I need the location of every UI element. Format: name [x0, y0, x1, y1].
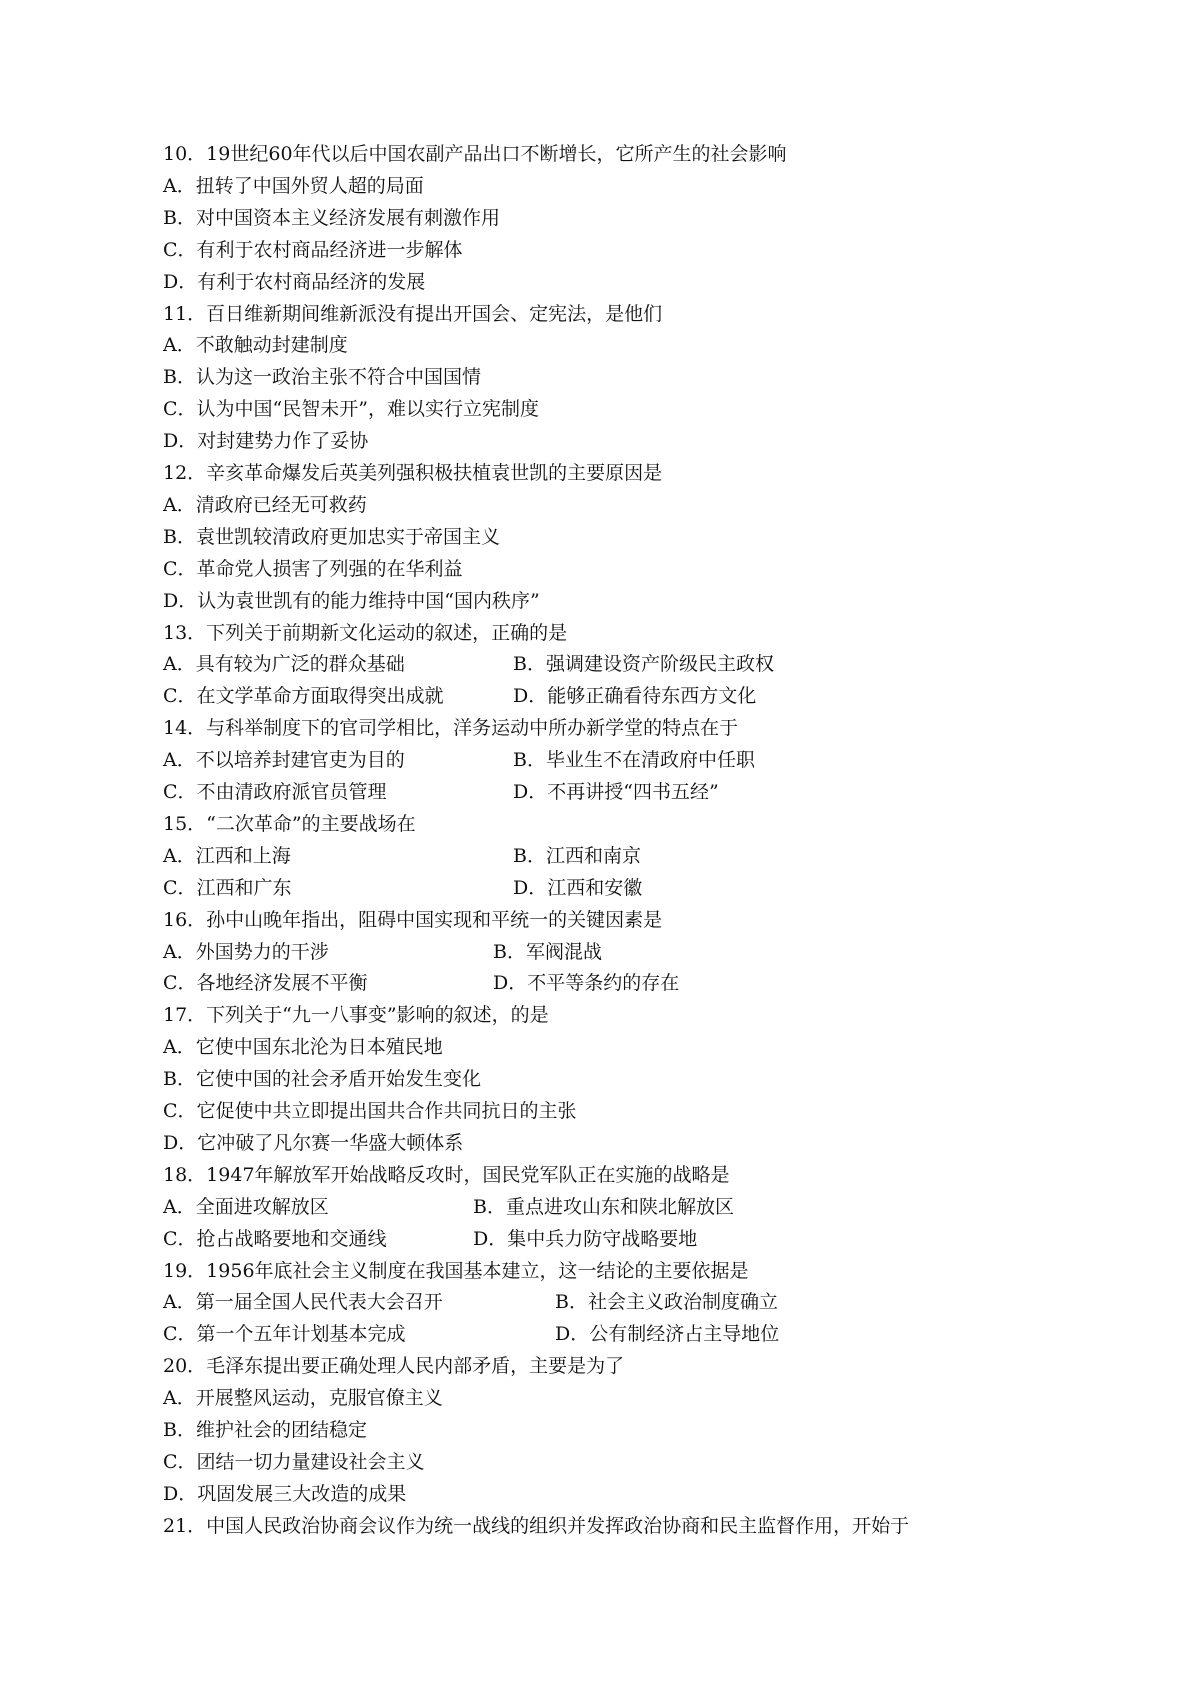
answer-option: A．它使中国东北沦为日本殖民地 — [163, 1036, 443, 1059]
option-row — [163, 844, 641, 868]
option-row — [163, 238, 463, 262]
question-stem: 13．下列关于前期新文化运动的叙述，正确的是 — [163, 621, 568, 644]
answer-option: C．认为中国“民智未开”，难以实行立宪制度 — [163, 398, 539, 421]
question-stem: 19．1956年底社会主义制度在我国基本建立，这一结论的主要依据是 — [163, 1259, 749, 1282]
option-row — [163, 333, 348, 357]
answer-option: A．全面进攻解放区 — [163, 1195, 329, 1218]
answer-option: D．不平等条约的存在 — [493, 972, 680, 995]
option-row — [163, 1290, 778, 1314]
question-stem: 17．下列关于“九一八事变”影响的叙述，的是 — [163, 1004, 549, 1027]
option-row — [163, 525, 500, 549]
answer-option: B．毕业生不在清政府中任职 — [513, 749, 755, 772]
answer-option: C．它促使中共立即提出国共合作共同抗日的主张 — [163, 1100, 577, 1122]
answer-option: D．对封建势力作了妥协 — [163, 430, 369, 453]
answer-option: C．有利于农村商品经济进一步解体 — [163, 238, 463, 261]
option-row — [163, 1195, 734, 1219]
option-row — [163, 557, 463, 581]
answer-option: A．江西和上海 — [163, 844, 291, 867]
answer-option: C．抢占战略要地和交通线 — [163, 1227, 387, 1250]
option-row — [163, 1227, 698, 1251]
answer-option: A．清政府已经无可救药 — [163, 493, 367, 516]
option-row — [163, 1067, 481, 1091]
option-row — [163, 1099, 577, 1123]
option-row — [163, 1450, 425, 1474]
question-stem: 12．辛亥革命爆发后英美列强积极扶植袁世凯的主要原因是 — [163, 462, 663, 484]
answer-option: C．不由清政府派官员管理 — [163, 781, 387, 803]
answer-option: C．各地经济发展不平衡 — [163, 972, 368, 995]
answer-option: D．能够正确看待东西方文化 — [513, 685, 757, 708]
answer-option: B．认为这一政治主张不符合中国国情 — [163, 366, 481, 389]
option-row — [163, 748, 755, 772]
answer-option: D．巩固发展三大改造的成果 — [163, 1482, 407, 1505]
answer-option: B．重点进攻山东和陕北解放区 — [473, 1195, 734, 1218]
option-row — [163, 270, 425, 294]
answer-option: A．具有较为广泛的群众基础 — [163, 653, 405, 676]
question-stem: 10．19世纪60年代以后中国农副产品出口不断增长，它所产生的社会影响 — [163, 143, 787, 165]
answer-option: A．第一届全国人民代表大会召开 — [163, 1291, 443, 1314]
answer-option: C．在文学革命方面取得突出成就 — [163, 685, 444, 708]
answer-option: B．袁世凯较清政府更加忠实于帝国主义 — [163, 525, 500, 548]
answer-option: B．维护社会的团结稳定 — [163, 1419, 367, 1441]
question-stem: 16．孙中山晚年指出，阻碍中国实现和平统一的关键因素是 — [163, 908, 663, 931]
answer-option: D．江西和安徽 — [513, 876, 643, 899]
option-row — [163, 684, 757, 708]
option-row — [163, 174, 424, 198]
answer-option: C．革命党人损害了列强的在华利益 — [163, 557, 463, 580]
answer-option: B．对中国资本主义经济发展有刺激作用 — [163, 206, 500, 229]
answer-option: B．它使中国的社会矛盾开始发生变化 — [163, 1068, 481, 1091]
option-row — [163, 589, 540, 613]
option-row — [163, 1322, 780, 1346]
answer-option: B．强调建设资产阶级民主政权 — [513, 653, 774, 676]
answer-option: D．认为袁世凯有的能力维持中国“国内秩序” — [163, 589, 540, 612]
option-row — [163, 493, 367, 517]
answer-option: A．不以培养封建官吏为目的 — [163, 749, 405, 772]
answer-option: A．扭转了中国外贸人超的局面 — [163, 174, 424, 197]
question-stem: 21．中国人民政治协商会议作为统一战线的组织并发挥政治协商和民主监督作用，开始于 — [163, 1514, 910, 1537]
option-row — [163, 365, 481, 389]
option-row — [163, 971, 680, 995]
answer-option: A．外国势力的干涉 — [163, 940, 329, 963]
answer-option: A．不敢触动封建制度 — [163, 334, 348, 357]
option-row — [163, 206, 500, 230]
answer-option: D．公有制经济占主导地位 — [555, 1323, 780, 1346]
question-stem: 14．与科举制度下的官司学相比，洋务运动中所办新学堂的特点在于 — [163, 717, 739, 740]
question-stem: 15．“二次革命”的主要战场在 — [163, 812, 416, 835]
answer-option: A．开展整风运动，克服官僚主义 — [163, 1387, 443, 1410]
option-row — [163, 1131, 463, 1155]
answer-option: C．团结一切力量建设社会主义 — [163, 1450, 425, 1473]
answer-option: D．有利于农村商品经济的发展 — [163, 270, 426, 293]
option-row — [163, 1035, 443, 1059]
option-row — [163, 652, 774, 676]
question-stem: 20．毛泽东提出要正确处理人民内部矛盾，主要是为了 — [163, 1355, 625, 1378]
answer-option: D．集中兵力防守战略要地 — [473, 1227, 698, 1250]
option-row — [163, 780, 719, 804]
option-row — [163, 876, 643, 900]
option-row — [163, 1482, 406, 1506]
option-row — [163, 397, 539, 421]
answer-option: B．社会主义政治制度确立 — [555, 1291, 778, 1314]
option-row — [163, 940, 602, 964]
answer-option: D．它冲破了凡尔赛一华盛大顿体系 — [163, 1131, 464, 1154]
question-stem: 18．1947年解放军开始战略反攻时，国民党军队正在实施的战略是 — [163, 1163, 730, 1186]
answer-option: C．江西和广东 — [163, 876, 292, 899]
answer-option: D．不再讲授“四书五经” — [513, 781, 719, 803]
answer-option: C．第一个五年计划基本完成 — [163, 1323, 406, 1346]
answer-option: B．江西和南京 — [513, 844, 641, 867]
option-row — [163, 429, 368, 453]
option-row — [163, 1418, 367, 1442]
option-row — [163, 1386, 443, 1410]
answer-option: B．军阀混战 — [493, 940, 602, 963]
question-stem: 11．百日维新期间维新派没有提出开国会、定宪法，是他们 — [163, 302, 663, 325]
